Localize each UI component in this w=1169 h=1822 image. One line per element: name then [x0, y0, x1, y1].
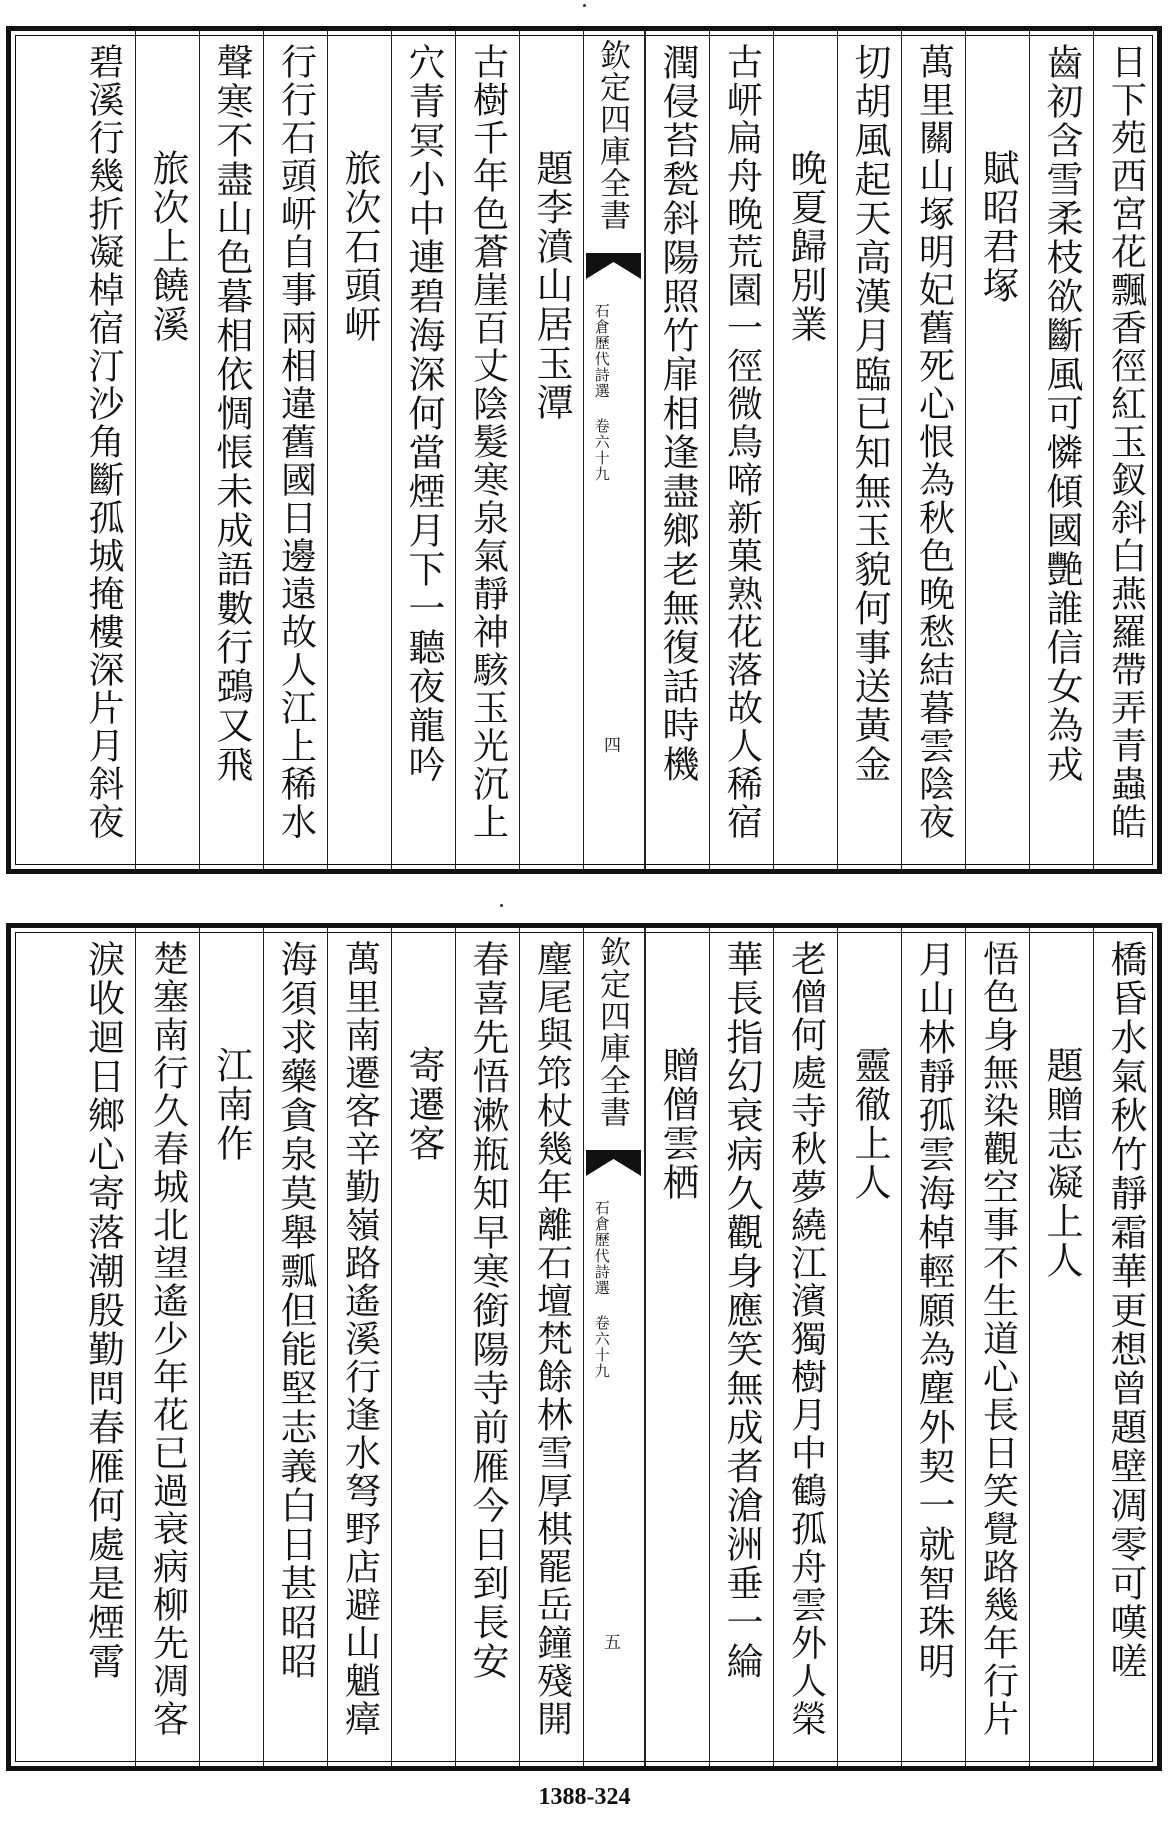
text-column	[71, 928, 135, 1766]
fishtail-mark-icon	[586, 1150, 641, 1176]
text-column	[263, 928, 327, 1766]
text-column	[901, 31, 965, 869]
text-column	[773, 928, 837, 1766]
text-column	[709, 928, 773, 1766]
column-text: 海須求藥貪泉莫舉瓢但能堅志義白日甚昭昭	[274, 940, 317, 1681]
text-column	[1029, 31, 1093, 869]
center-fold-column	[583, 928, 645, 1766]
column-text: 古岍扁舟晚荒園一徑微鳥啼新菓熟花落故人稀宿	[721, 43, 763, 841]
text-column	[135, 928, 199, 1766]
column-text: 淚收迴日鄉心寄落潮殷勤問春雁何處是煙霄	[81, 940, 125, 1681]
book-page-top	[6, 26, 1162, 874]
text-column	[199, 31, 263, 869]
poem-title: 贈僧雲栖	[656, 1046, 699, 1202]
book-title: 欽定四庫全書	[594, 936, 630, 1128]
text-column	[327, 928, 391, 1766]
column-text: 華長指幻衰病久觀身應笑無成者滄洲垂一綸	[720, 940, 763, 1681]
column-text: 老僧何處寺秋夢繞江濱獨樹月中鶴孤舟雲外人榮	[785, 940, 827, 1738]
mid-margin-dot	[500, 904, 503, 907]
center-fold-column	[583, 31, 645, 869]
fishtail-mark-icon	[586, 253, 641, 279]
text-column	[455, 928, 519, 1766]
poem-title: 江南作	[210, 1046, 253, 1163]
poem-title-column	[327, 31, 391, 869]
folio-number: 五	[604, 1633, 621, 1653]
poem-title-column	[199, 928, 263, 1766]
poem-title: 靈徹上人	[848, 1046, 891, 1202]
top-margin-dot	[583, 4, 586, 7]
text-column	[519, 928, 583, 1766]
poem-title-column	[645, 928, 709, 1766]
text-column	[1093, 928, 1157, 1766]
poem-title: 晚夏歸別業	[784, 149, 827, 344]
column-text: 萬里南遷客辛勤嶺路遙溪行逢水弩野店避山魈瘴	[339, 940, 381, 1738]
poem-title: 旅次上饒溪	[146, 149, 189, 344]
column-text: 萬里關山塚明妃舊死心恨為秋色晚愁結暮雲陰夜	[913, 43, 955, 841]
book-title: 欽定四庫全書	[594, 39, 630, 231]
text-column	[71, 31, 135, 869]
column-text: 悟色身無染觀空事不生道心長日笑覺路幾年行片	[977, 940, 1019, 1738]
column-text: 齒初含雪柔枝欲斷風可憐傾國艷誰信女為戎	[1040, 43, 1083, 784]
column-text: 日下苑西宮花飄香徑紅玉釵斜白燕羅帶弄青蟲皓	[1105, 43, 1147, 841]
text-column	[263, 31, 327, 869]
column-text: 聲寒不盡山色暮相依惆悵未成語數行鵶又飛	[210, 43, 253, 784]
folio-number: 四	[604, 736, 621, 756]
column-text: 月山林靜孤雲海棹輕願為塵外契一就智珠明	[912, 940, 955, 1681]
volume-label: 石倉歷代詩選 卷六十九	[592, 1200, 611, 1379]
poem-title-column	[837, 928, 901, 1766]
poem-title-column	[773, 31, 837, 869]
poem-title: 賦昭君塚	[976, 149, 1019, 305]
poem-title-column	[1029, 928, 1093, 1766]
text-column	[1093, 31, 1157, 869]
text-column	[901, 928, 965, 1766]
column-text: 楚塞南行久春城北望遙少年花已過衰病柳先凋客	[147, 940, 189, 1738]
text-column	[837, 31, 901, 869]
column-text: 潤侵苔甃斜陽照竹扉相逢盡鄉老無復話時機	[656, 43, 699, 784]
text-column	[709, 31, 773, 869]
column-text: 橋昏水氣秋竹靜霜華更想曾題壁凋零可嘆嗟	[1104, 940, 1147, 1681]
column-text: 春喜先悟漱瓶知早寒銜陽寺前雁今日到長安	[466, 940, 509, 1681]
poem-title-column	[965, 31, 1029, 869]
poem-title-column	[519, 31, 583, 869]
column-text: 切胡風起天高漢月臨已知無玉貌何事送黃金	[848, 43, 891, 784]
volume-label: 石倉歷代詩選 卷六十九	[592, 303, 611, 482]
poem-title-column	[135, 31, 199, 869]
column-text: 行行石頭岍自事兩相違舊國日邊遠故人江上稀水	[275, 43, 317, 841]
column-text: 穴青冥小中連碧海深何當煙月下一聽夜龍吟	[402, 43, 445, 784]
text-column	[455, 31, 519, 869]
column-text: 碧溪行幾折凝棹宿汀沙角斷孤城掩樓深片月斜夜	[83, 43, 124, 841]
poem-title: 寄遷客	[402, 1046, 445, 1163]
text-column	[391, 31, 455, 869]
column-text: 麈尾與筇杖幾年離石壇梵餘林雪厚棋罷岳鐘殘開	[531, 940, 573, 1738]
poem-title-column	[391, 928, 455, 1766]
book-page-bottom	[6, 923, 1162, 1771]
poem-title: 題李濆山居玉潭	[530, 149, 573, 422]
text-column	[645, 31, 709, 869]
poem-title: 旅次石頭岍	[338, 149, 381, 344]
poem-title: 題贈志凝上人	[1040, 1046, 1083, 1280]
text-column	[965, 928, 1029, 1766]
column-text: 古樹千年色蒼崖百丈陰髮寒泉氣靜神駭玉光沉上	[467, 43, 509, 841]
page-footer-number: 1388-324	[538, 1784, 631, 1810]
